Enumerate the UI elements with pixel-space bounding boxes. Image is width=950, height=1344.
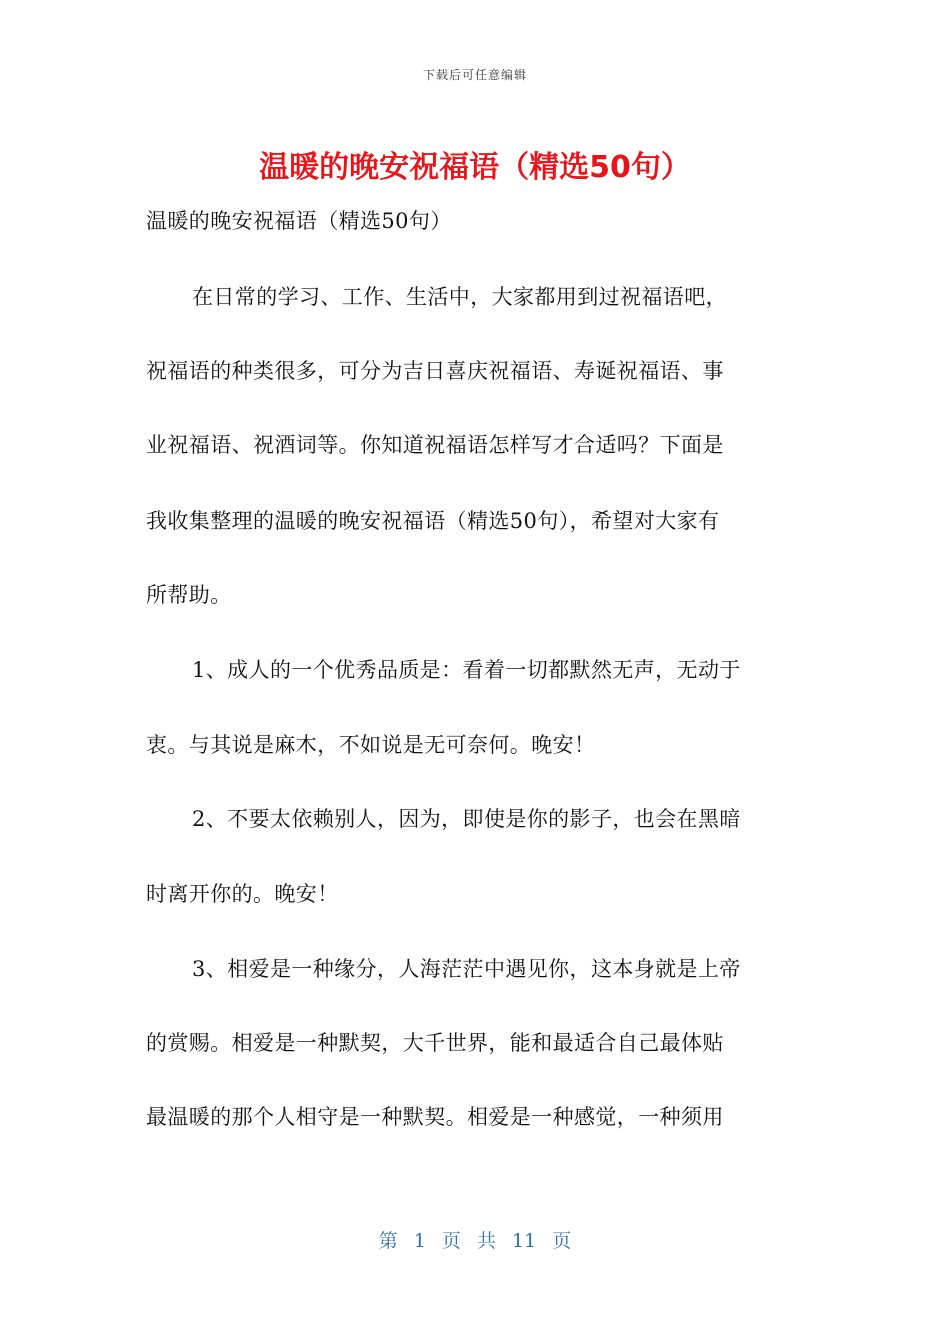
page-number-footer: 第 1 页 共 11 页 [378,1230,572,1252]
paragraph-line: 我收集整理的温暖的晚安祝福语（精选50句），希望对大家有 [146,509,720,533]
paragraph-line: 在日常的学习、工作、生活中，大家都用到过祝福语吧， [192,285,727,309]
paragraph-line: 衷。与其说是麻木，不如说是无可奈何。晚安！ [146,733,596,757]
paragraph-line: 祝福语的种类很多，可分为吉日喜庆祝福语、寿诞祝福语、事 [146,359,724,383]
paragraph-line: 3、相爱是一种缘分，人海茫茫中遇见你，这本身就是上帝 [192,957,741,981]
document-title: 温暖的晚安祝福语（精选50句） [259,150,691,185]
paragraph-line: 业祝福语、祝酒词等。你知道祝福语怎样写才合适吗？下面是 [146,433,724,457]
paragraph-line: 所帮助。 [146,583,232,607]
paragraph-line: 2、不要太依赖别人，因为，即使是你的影子，也会在黑暗 [192,807,741,831]
subtitle: 温暖的晚安祝福语（精选50句） [146,209,452,233]
paragraph-line: 时离开你的。晚安！ [146,882,339,906]
paragraph-line: 1、成人的一个优秀品质是：看着一切都默然无声，无动于 [192,658,741,682]
paragraph-line: 的赏赐。相爱是一种默契，大千世界，能和最适合自己最体贴 [146,1031,724,1055]
paragraph-line: 最温暖的那个人相守是一种默契。相爱是一种感觉，一种须用 [146,1105,724,1129]
header-note: 下载后可任意编辑 [422,68,527,82]
